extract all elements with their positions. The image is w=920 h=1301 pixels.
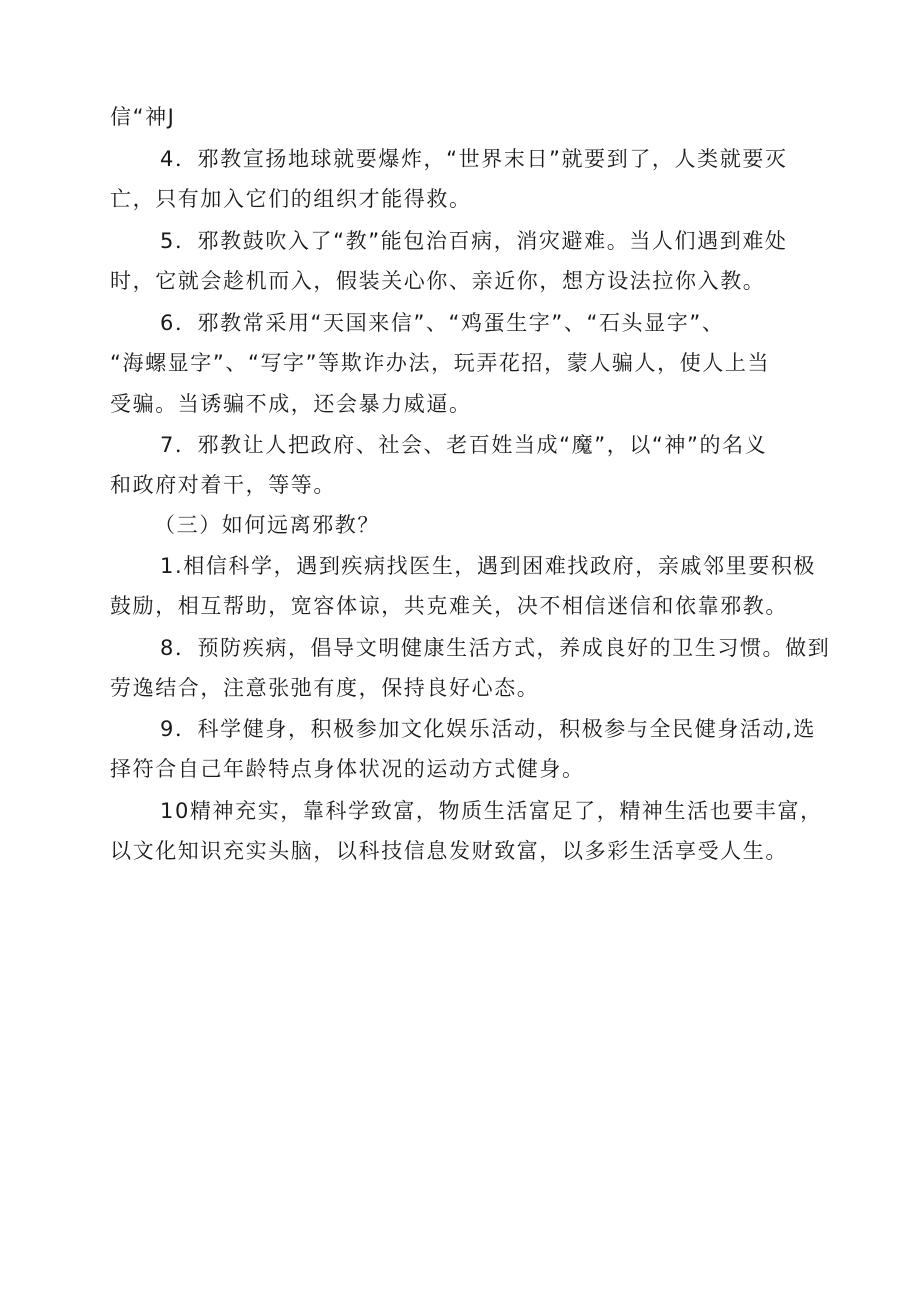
list-item-9-line-2: 择符合自己年龄特点身体状况的运动方式健身。	[110, 757, 585, 781]
list-item-1-line-2: 鼓励，相互帮助，宽容体谅，共克难关，决不相信迷信和依靠邪教。	[110, 594, 788, 618]
list-item-8-line-2: 劳逸结合，注意张弛有度，保持良好心态。	[110, 676, 540, 700]
list-item-7-line-1: 7．邪教让人把政府、社会、老百姓当成“魔”，以“神”的名义	[160, 433, 768, 457]
list-item-4-line-2: 亡，只有加入它们的组织才能得救。	[110, 187, 472, 211]
list-item-7-line-2: 和政府对着干，等等。	[110, 473, 336, 497]
list-item-5-line-2: 时，它就会趁机而入，假装关心你、亲近你，想方设法拉你入教。	[110, 269, 766, 293]
list-item-5-line-1: 5．邪教鼓吹入了“教”能包治百病，消灾避难。当人们遇到难处	[160, 229, 788, 253]
section-heading: （三）如何远离邪教？	[154, 513, 380, 537]
list-item-4-line-1: 4．邪教宣扬地球就要爆炸，“世界末日”就要到了，人类就要灭	[160, 147, 788, 171]
list-item-10-line-2: 以文化知识充实头脑，以科技信息发财致富，以多彩生活享受人生。	[110, 839, 788, 863]
list-item-9-line-1: 9．科学健身，积极参加文化娱乐活动，积极参与全民健身活动,选	[160, 717, 817, 741]
text-line-1: 信“神J	[110, 105, 176, 129]
list-item-1-line-1: 1.相信科学，遇到疾病找医生，遇到困难找政府，亲戚邻里要积极	[160, 554, 817, 578]
list-item-6-line-1: 6．邪教常采用“天国来信”、“鸡蛋生字”、“石头显字”、	[160, 311, 725, 335]
list-item-8-line-1: 8．预防疾病，倡导文明健康生活方式，养成良好的卫生习惯。做到	[160, 636, 831, 660]
list-item-6-line-2: “海螺显字”、“写字”等欺诈办法，玩弄花招，蒙人骗人，使人上当	[110, 351, 771, 375]
list-item-6-line-3: 受骗。当诱骗不成，还会暴力威逼。	[110, 392, 472, 416]
list-item-10-line-1: 10精神充实，靠科学致富，物质生活富足了，精神生活也要丰富，	[160, 799, 823, 823]
